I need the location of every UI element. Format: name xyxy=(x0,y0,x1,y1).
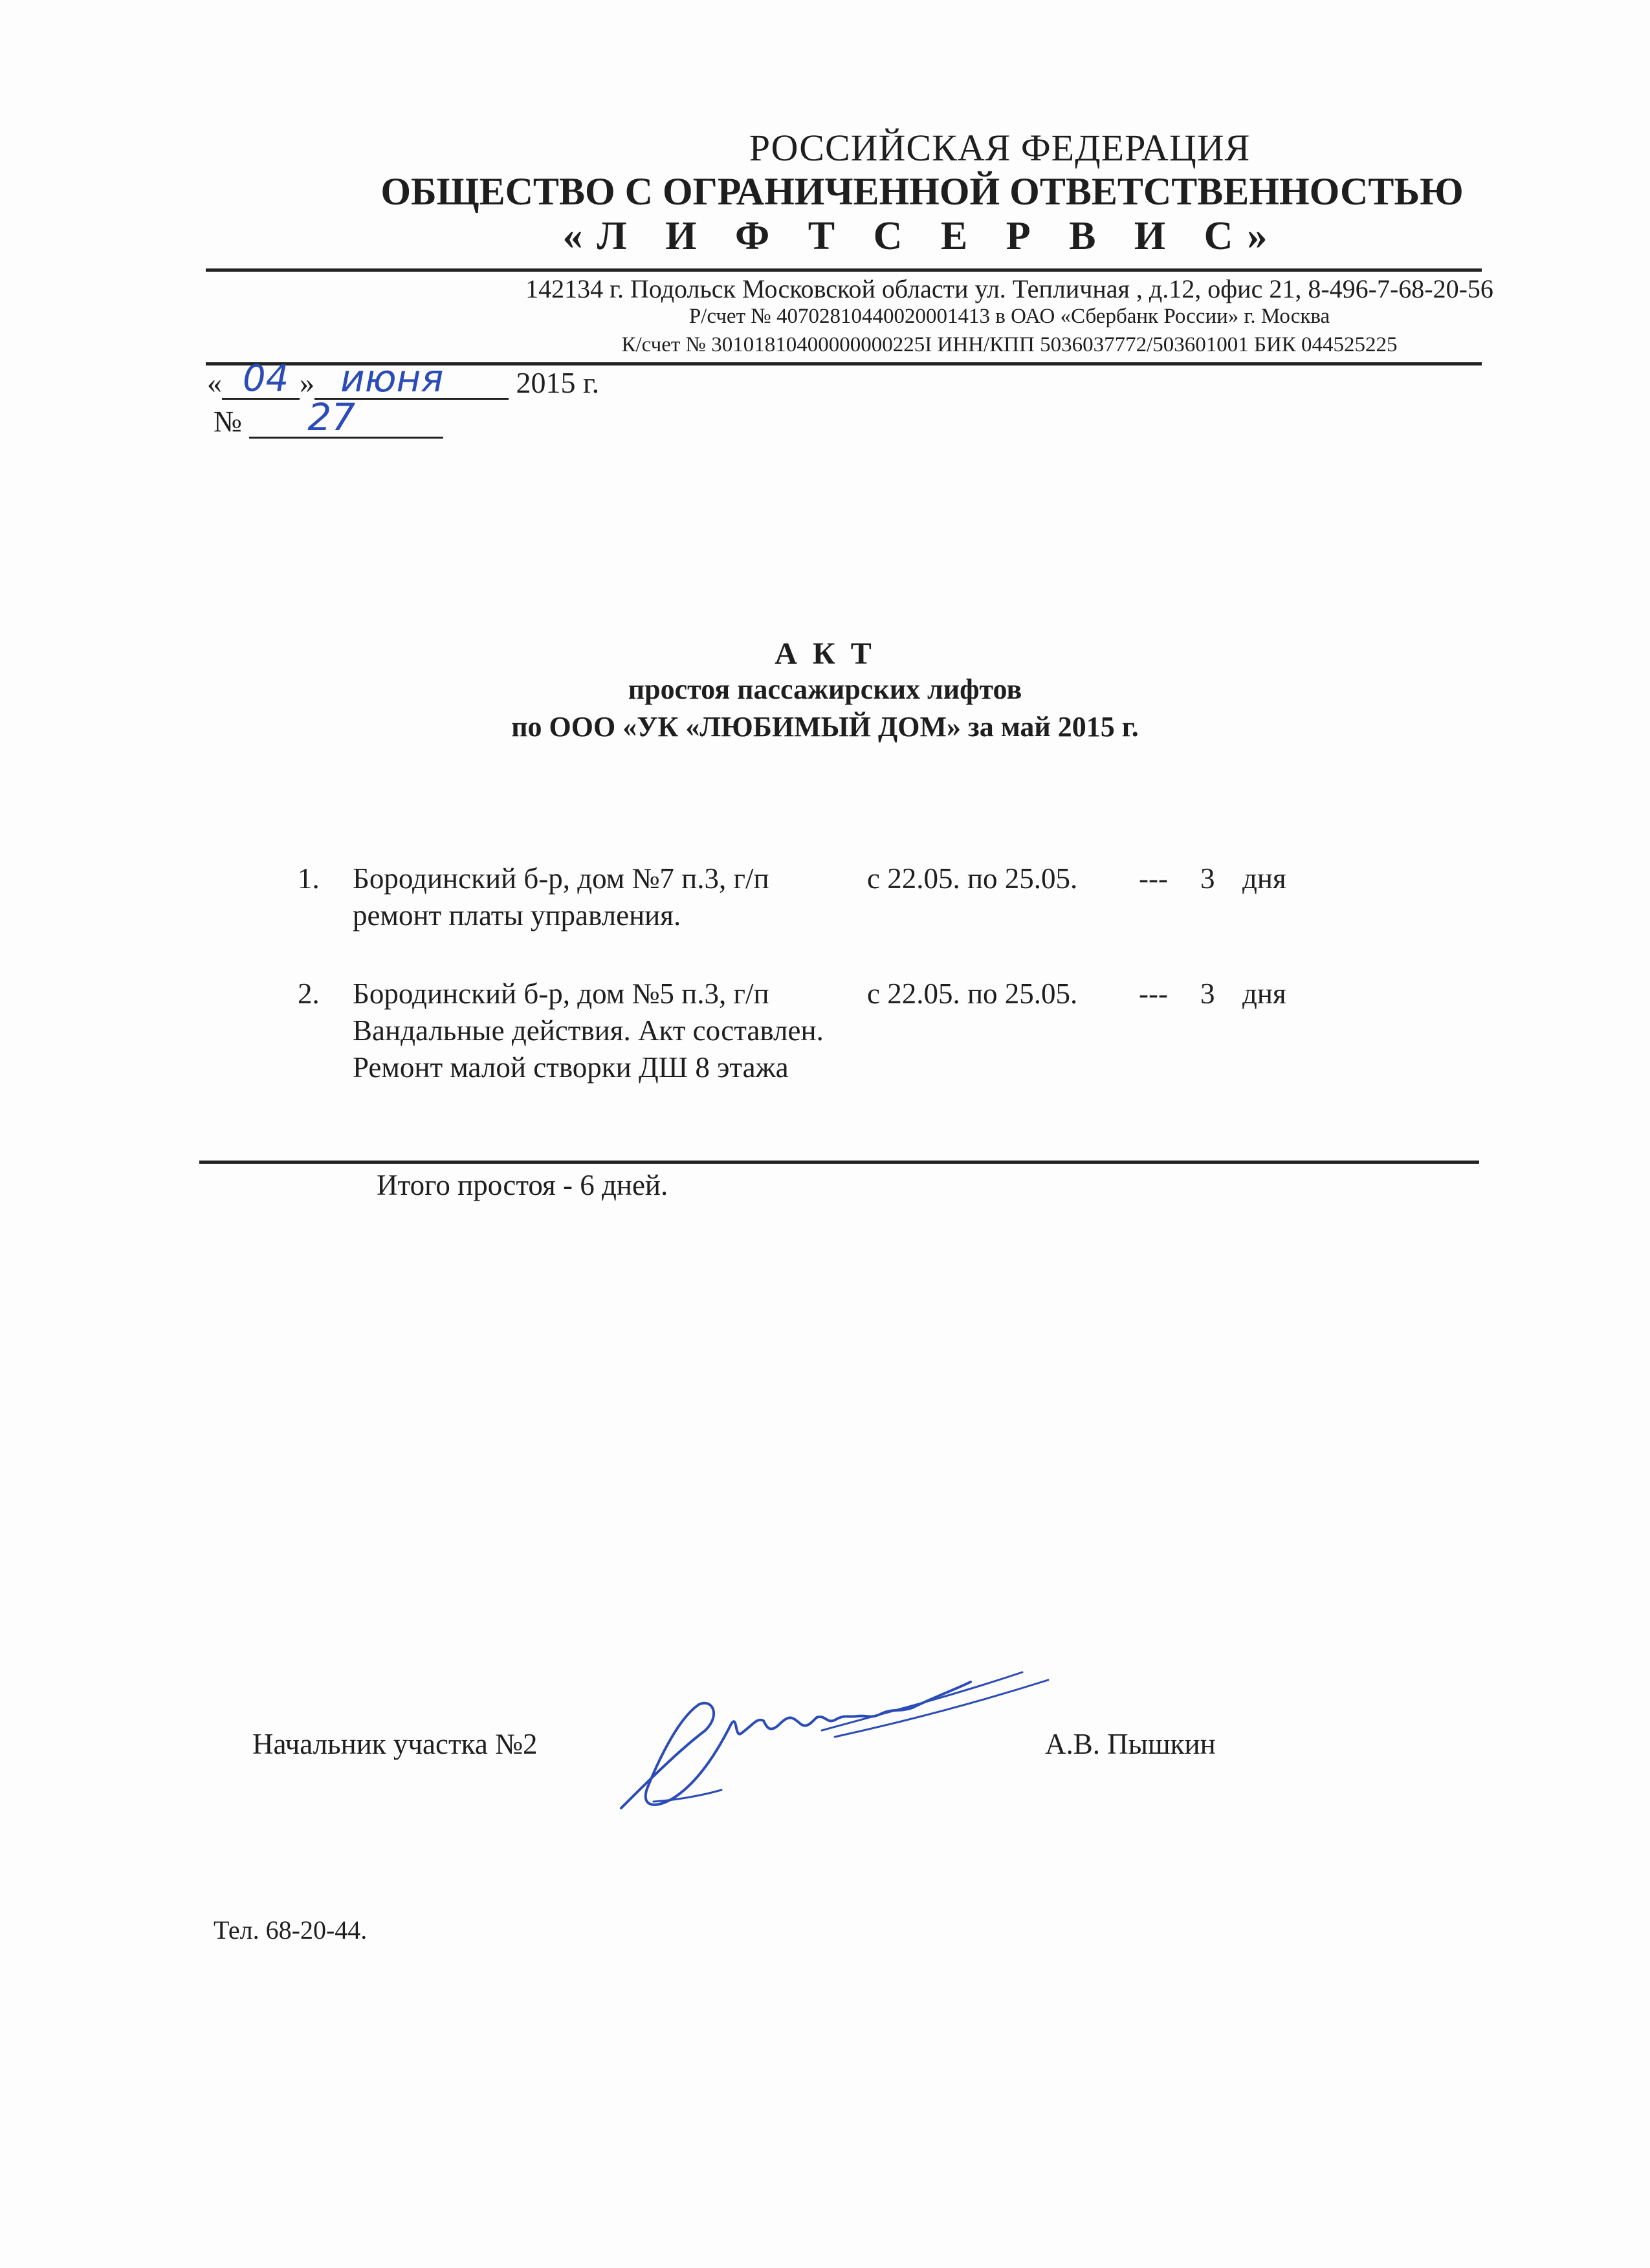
item-note: ремонт платы управления. xyxy=(353,899,681,932)
item-dash: --- xyxy=(1139,977,1168,1010)
number-label: № xyxy=(214,405,242,438)
document-date xyxy=(207,356,600,400)
item-days: 3 xyxy=(1200,977,1215,1010)
number-blank xyxy=(249,395,443,439)
item-number: 1. xyxy=(298,862,320,895)
org-name-line: «Л И Ф Т С Е Р В И С» xyxy=(562,214,1282,258)
act-subtitle: простоя пассажирских лифтов xyxy=(628,673,1022,705)
org-type-line: ОБЩЕСТВО С ОГРАНИЧЕННОЙ ОТВЕТСТВЕННОСТЬЮ xyxy=(380,170,1464,213)
total-downtime: Итого простоя - 6 дней. xyxy=(377,1169,668,1201)
item-address: Бородинский б-р, дом №7 п.3, г/п xyxy=(353,862,769,895)
item-days-unit: дня xyxy=(1242,862,1286,895)
item-dash: --- xyxy=(1139,862,1168,895)
item-address: Бородинский б-р, дом №5 п.3, г/п xyxy=(353,977,769,1010)
act-subtitle-org: по ООО «УК «ЛЮБИМЫЙ ДОМ» за май 2015 г. xyxy=(511,711,1139,743)
item-period: с 22.05. по 25.05. xyxy=(867,862,1078,895)
date-month-handwritten: июня xyxy=(340,356,444,400)
item-days-unit: дня xyxy=(1242,977,1286,1010)
total-rule xyxy=(199,1161,1479,1164)
handwritten-signature xyxy=(608,1653,1061,1834)
number-handwritten: 27 xyxy=(307,395,356,439)
corr-account-line: К/счет № 30101810400000000225I ИНН/КПП 5036037772/503601001 БИК 044525225 xyxy=(621,333,1398,356)
signature-stroke xyxy=(621,1682,971,1808)
list-item xyxy=(0,977,1650,1093)
date-day-blank xyxy=(222,358,300,400)
date-year: 2015 г. xyxy=(516,366,600,399)
bank-account-line: Р/счет № 40702810440020001413 в ОАО «Сбербанк России» г. Москва xyxy=(688,305,1330,328)
signature-underline-stroke xyxy=(822,1672,1022,1730)
date-open-quote: « xyxy=(207,366,222,399)
signature-tail-stroke xyxy=(654,1790,721,1802)
header-top-rule xyxy=(206,268,1482,272)
item-number: 2. xyxy=(298,977,320,1010)
signer-position: Начальник участка №2 xyxy=(252,1728,538,1760)
date-close-quote: » xyxy=(300,366,314,399)
item-period: с 22.05. по 25.05. xyxy=(867,977,1078,1010)
signer-name: А.В. Пышкин xyxy=(1045,1728,1216,1760)
signature-underline-stroke xyxy=(835,1680,1048,1737)
phone-number: Тел. 68-20-44. xyxy=(214,1915,368,1945)
item-note: Вандальные действия. Акт составлен. xyxy=(353,1014,824,1047)
act-title: А К Т xyxy=(775,637,875,671)
item-note: Ремонт малой створки ДШ 8 этажа xyxy=(353,1051,789,1084)
date-day-handwritten: 04 xyxy=(243,358,289,400)
list-item xyxy=(0,862,1650,939)
address-line: 142134 г. Подольск Московской области ул. Тепличная , д.12, офис 21, 8-496-7-68-20-56 xyxy=(525,274,1493,303)
document-number xyxy=(214,395,443,439)
country-line: РОССИЙСКАЯ ФЕДЕРАЦИЯ xyxy=(749,127,1251,169)
item-days: 3 xyxy=(1200,862,1215,895)
